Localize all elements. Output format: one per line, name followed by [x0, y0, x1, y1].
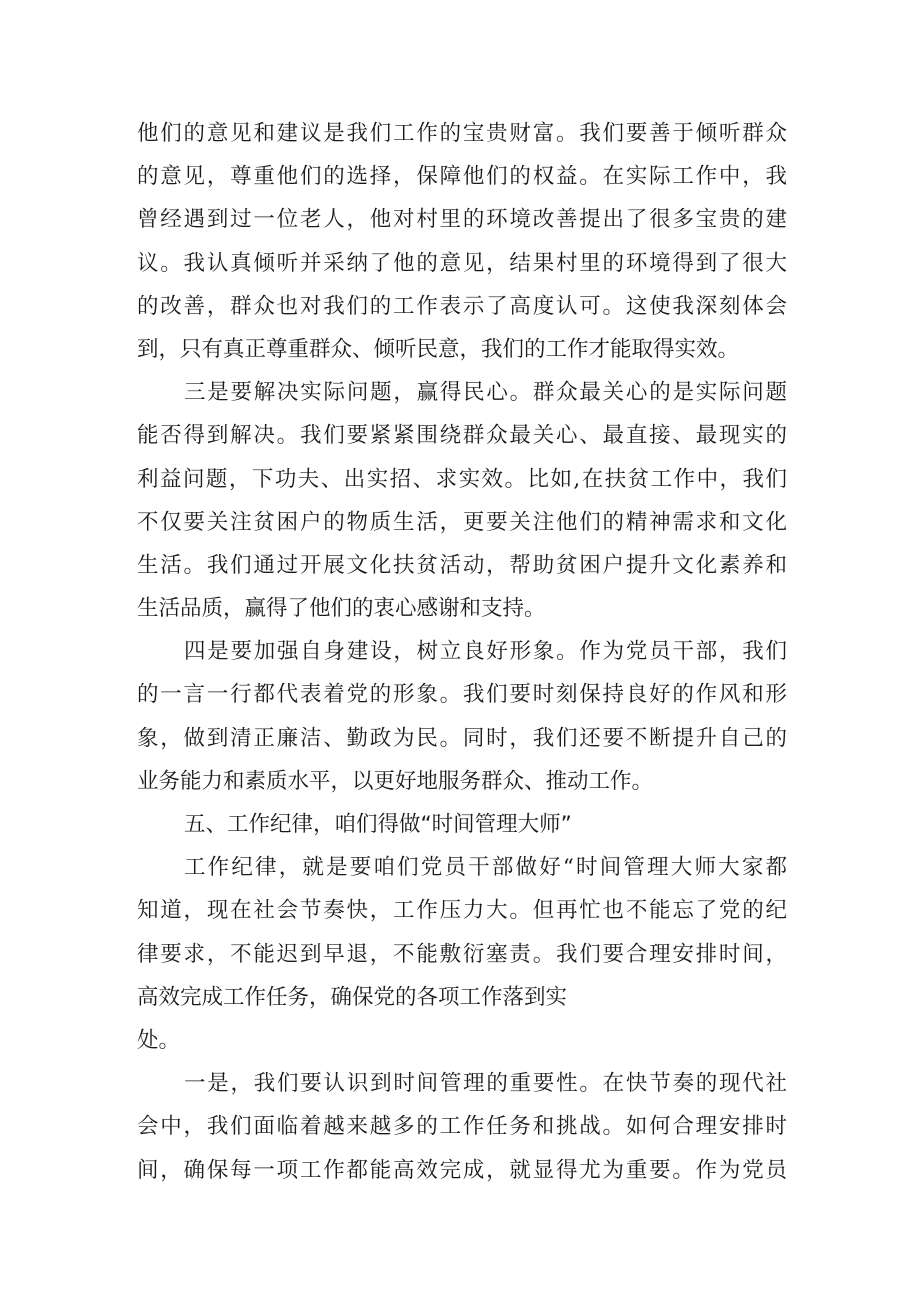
text-line: 工作纪律，就是要咱们党员干部做好“时间管理大师大家都: [184, 855, 787, 881]
text-line: 四是要加强自身建设，树立良好形象。作为党员干部，我们: [184, 639, 787, 665]
body-text: [137, 112, 787, 1192]
text-line: 到，只有真正尊重群众、倾听民意，我们的工作才能取得实效。: [137, 336, 740, 362]
section-heading: 五、工作纪律，咱们得做“时间管理大师”: [184, 812, 572, 837]
text-line: 律要求，不能迟到早退，不能敷衍塞责。我们要合理安排时间，: [137, 941, 787, 967]
text-line: 的意见，尊重他们的选择，保障他们的权益。在实际工作中，我: [137, 164, 787, 190]
text-line: 的一言一行都代表着党的形象。我们要时刻保持良好的作风和形: [137, 682, 787, 708]
text-line: 业务能力和素质水平，以更好地服务群众、推动工作。: [137, 768, 654, 794]
text-line: 三是要解决实际问题，赢得民心。群众最关心的是实际问题: [184, 380, 787, 406]
text-line: 的改善，群众也对我们的工作表示了高度认可。这使我深刻体会: [137, 293, 787, 319]
text-line: 能否得到解决。我们要紧紧围绕群众最关心、最直接、最现实的: [137, 423, 787, 449]
text-line: 间，确保每一项工作都能高效完成，就显得尤为重要。作为党员: [137, 1157, 787, 1183]
text-line: 一是，我们要认识到时间管理的重要性。在快节奏的现代社: [184, 1071, 787, 1097]
text-line: 曾经遇到过一位老人，他对村里的环境改善提出了很多宝贵的建: [137, 207, 787, 233]
text-line: 议。我认真倾听并采纳了他的意见，结果村里的环境得到了很大: [137, 250, 787, 276]
text-line: 生活品质，赢得了他们的衷心感谢和支持。: [137, 596, 546, 622]
text-line: 象，做到清正廉洁、勤政为民。同时，我们还要不断提升自己的: [137, 725, 787, 751]
text-line: 知道，现在社会节奏快，工作压力大。但再忙也不能忘了党的纪: [137, 898, 787, 924]
text-line: 利益问题，下功夫、出实招、求实效。比如,在扶贫工作中，我们: [137, 466, 787, 492]
text-line: 会中，我们面临着越来越多的工作任务和挑战。如何合理安排时: [137, 1114, 787, 1140]
text-line: 生活。我们通过开展文化扶贫活动，帮助贫困户提升文化素养和: [137, 552, 787, 578]
text-line: 处。: [137, 1027, 181, 1053]
text-line: 他们的意见和建议是我们工作的宝贵财富。我们要善于倾听群众: [137, 121, 787, 146]
text-line: 不仅要关注贫困户的物质生活，更要关注他们的精神需求和文化: [137, 509, 787, 535]
text-line: 高效完成工作任务，确保党的各项工作落到实: [137, 984, 568, 1010]
